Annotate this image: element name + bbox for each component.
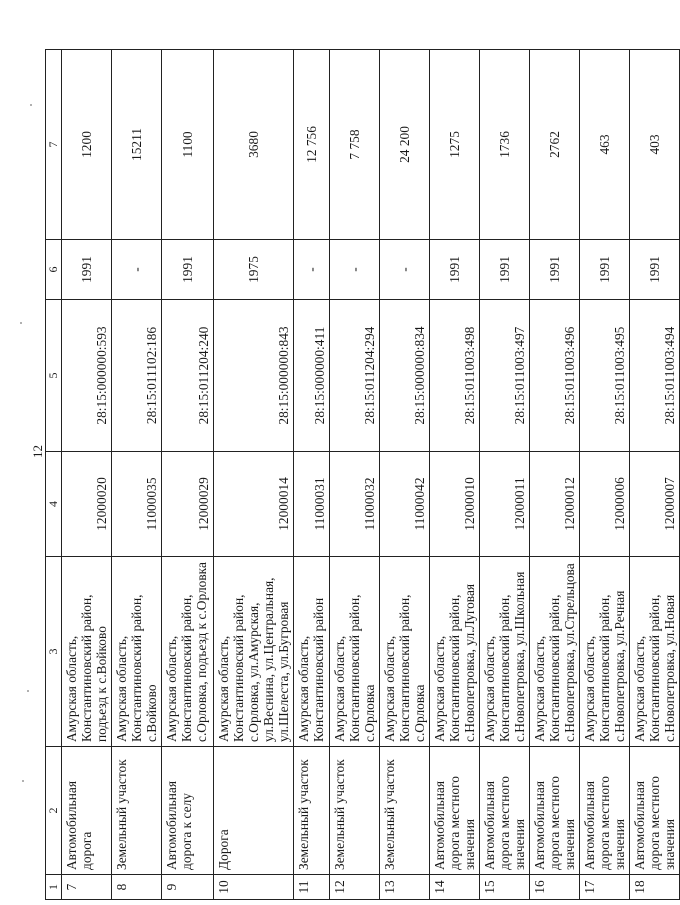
cadastral-number: 28:15:011003:494: [630, 300, 680, 452]
inventory-code: 12000020: [62, 452, 112, 557]
row-number: 9: [162, 875, 214, 900]
registry-table-rotated: [45, 50, 678, 900]
header-row: [46, 50, 62, 900]
year-built: -: [380, 240, 430, 300]
table-row: [630, 50, 680, 900]
table-row: [214, 50, 294, 900]
object-name: Автомобильная дорога: [62, 747, 112, 875]
object-name: Автомобильная дорога местного значения: [480, 747, 530, 875]
scan-speck: [27, 690, 29, 692]
cadastral-number: 28:15:000000:834: [380, 300, 430, 452]
object-address: Амурская область, Константиновский район, с.Войково: [112, 557, 162, 747]
cadastral-number: 28:15:011003:497: [480, 300, 530, 452]
object-address: Амурская область, Константиновский район, с.Новопетровка, ул.Стрельцова: [530, 557, 580, 747]
inventory-code: 12000012: [530, 452, 580, 557]
table-row: [112, 50, 162, 900]
column-header: 3: [46, 557, 62, 747]
cadastral-number: 28:15:011003:495: [580, 300, 630, 452]
row-number: 10: [214, 875, 294, 900]
object-value: 12 756: [294, 50, 330, 240]
table-row: [580, 50, 630, 900]
row-number: 17: [580, 875, 630, 900]
scan-speck: [22, 780, 24, 782]
inventory-code: 11000042: [380, 452, 430, 557]
object-address: Амурская область, Константиновский район, с.Новопетровка, ул.Речная: [580, 557, 630, 747]
row-number: 12: [330, 875, 380, 900]
object-address: Амурская область, Константиновский район, подъезд к с.Войково: [62, 557, 112, 747]
page-number: 12: [30, 445, 45, 458]
year-built: 1991: [62, 240, 112, 300]
object-address: Амурская область, Константиновский район: [294, 557, 330, 747]
cadastral-number: 28:15:011102:186: [112, 300, 162, 452]
cadastral-number: 28:15:011204:294: [330, 300, 380, 452]
inventory-code: 12000014: [214, 452, 294, 557]
object-name: Автомобильная дорога местного значения: [430, 747, 480, 875]
cadastral-number: 28:15:000000:593: [62, 300, 112, 452]
object-value: 7 758: [330, 50, 380, 240]
column-header: 1: [46, 875, 62, 900]
cadastral-number: 28:15:011003:496: [530, 300, 580, 452]
registry-table: [45, 49, 680, 900]
object-address: Амурская область, Константиновский район, с.Орловка, ул.Амурская, ул.Веснина, ул.Центральная, ул.Шелеста, ул.Бугровая: [214, 557, 294, 747]
object-name: Дорога: [214, 747, 294, 875]
row-number: 15: [480, 875, 530, 900]
object-value: 2762: [530, 50, 580, 240]
object-address: Амурская область, Константиновский район, с.Орловка: [380, 557, 430, 747]
row-number: 7: [62, 875, 112, 900]
object-name: Земельный участок: [380, 747, 430, 875]
object-value: 463: [580, 50, 630, 240]
object-value: 1100: [162, 50, 214, 240]
column-header: 6: [46, 240, 62, 300]
object-name: Автомобильная дорога местного значения: [630, 747, 680, 875]
row-number: 11: [294, 875, 330, 900]
object-value: 3680: [214, 50, 294, 240]
object-value: 24 200: [380, 50, 430, 240]
year-built: 1991: [530, 240, 580, 300]
table-row: [62, 50, 112, 900]
table-row: [480, 50, 530, 900]
row-number: 16: [530, 875, 580, 900]
year-built: -: [294, 240, 330, 300]
year-built: 1975: [214, 240, 294, 300]
inventory-code: 11000031: [294, 452, 330, 557]
year-built: -: [330, 240, 380, 300]
scan-speck: [30, 104, 32, 106]
object-address: Амурская область, Константиновский район, с.Новопетровка, ул.Школьная: [480, 557, 530, 747]
table-row: [380, 50, 430, 900]
year-built: -: [112, 240, 162, 300]
row-number: 18: [630, 875, 680, 900]
inventory-code: 12000007: [630, 452, 680, 557]
row-number: 8: [112, 875, 162, 900]
scan-speck: [20, 322, 22, 324]
object-name: Земельный участок: [294, 747, 330, 875]
cadastral-number: 28:15:000000:411: [294, 300, 330, 452]
inventory-code: 12000006: [580, 452, 630, 557]
object-name: Автомобильная дорога местного значения: [530, 747, 580, 875]
object-value: 1275: [430, 50, 480, 240]
table-row: [162, 50, 214, 900]
table-row: [294, 50, 330, 900]
inventory-code: 12000010: [430, 452, 480, 557]
object-value: 403: [630, 50, 680, 240]
table-row: [530, 50, 580, 900]
row-number: 13: [380, 875, 430, 900]
object-address: Амурская область, Константиновский район, с.Орловка: [330, 557, 380, 747]
year-built: 1991: [630, 240, 680, 300]
table-row: [330, 50, 380, 900]
object-value: 15211: [112, 50, 162, 240]
object-name: Земельный участок: [112, 747, 162, 875]
column-header: 5: [46, 300, 62, 452]
object-address: Амурская область, Константиновский район, с.Новопетровка, ул.Луговая: [430, 557, 480, 747]
table-row: [430, 50, 480, 900]
object-name: Автомобильная дорога к селу: [162, 747, 214, 875]
inventory-code: 11000035: [112, 452, 162, 557]
row-number: 14: [430, 875, 480, 900]
year-built: 1991: [480, 240, 530, 300]
inventory-code: 12000029: [162, 452, 214, 557]
year-built: 1991: [162, 240, 214, 300]
object-value: 1200: [62, 50, 112, 240]
object-address: Амурская область, Константиновский район, с.Новопетровка, ул.Новая: [630, 557, 680, 747]
object-name: Автомобильная дорога местного значения: [580, 747, 630, 875]
year-built: 1991: [430, 240, 480, 300]
inventory-code: 12000011: [480, 452, 530, 557]
object-value: 1736: [480, 50, 530, 240]
cadastral-number: 28:15:000000:843: [214, 300, 294, 452]
column-header: 4: [46, 452, 62, 557]
cadastral-number: 28:15:011204:240: [162, 300, 214, 452]
object-name: Земельный участок: [330, 747, 380, 875]
column-header: 2: [46, 747, 62, 875]
object-address: Амурская область, Константиновский район, с.Орловка, подъезд к с.Орловка: [162, 557, 214, 747]
column-header: 7: [46, 50, 62, 240]
cadastral-number: 28:15:011003:498: [430, 300, 480, 452]
year-built: 1991: [580, 240, 630, 300]
inventory-code: 11000032: [330, 452, 380, 557]
